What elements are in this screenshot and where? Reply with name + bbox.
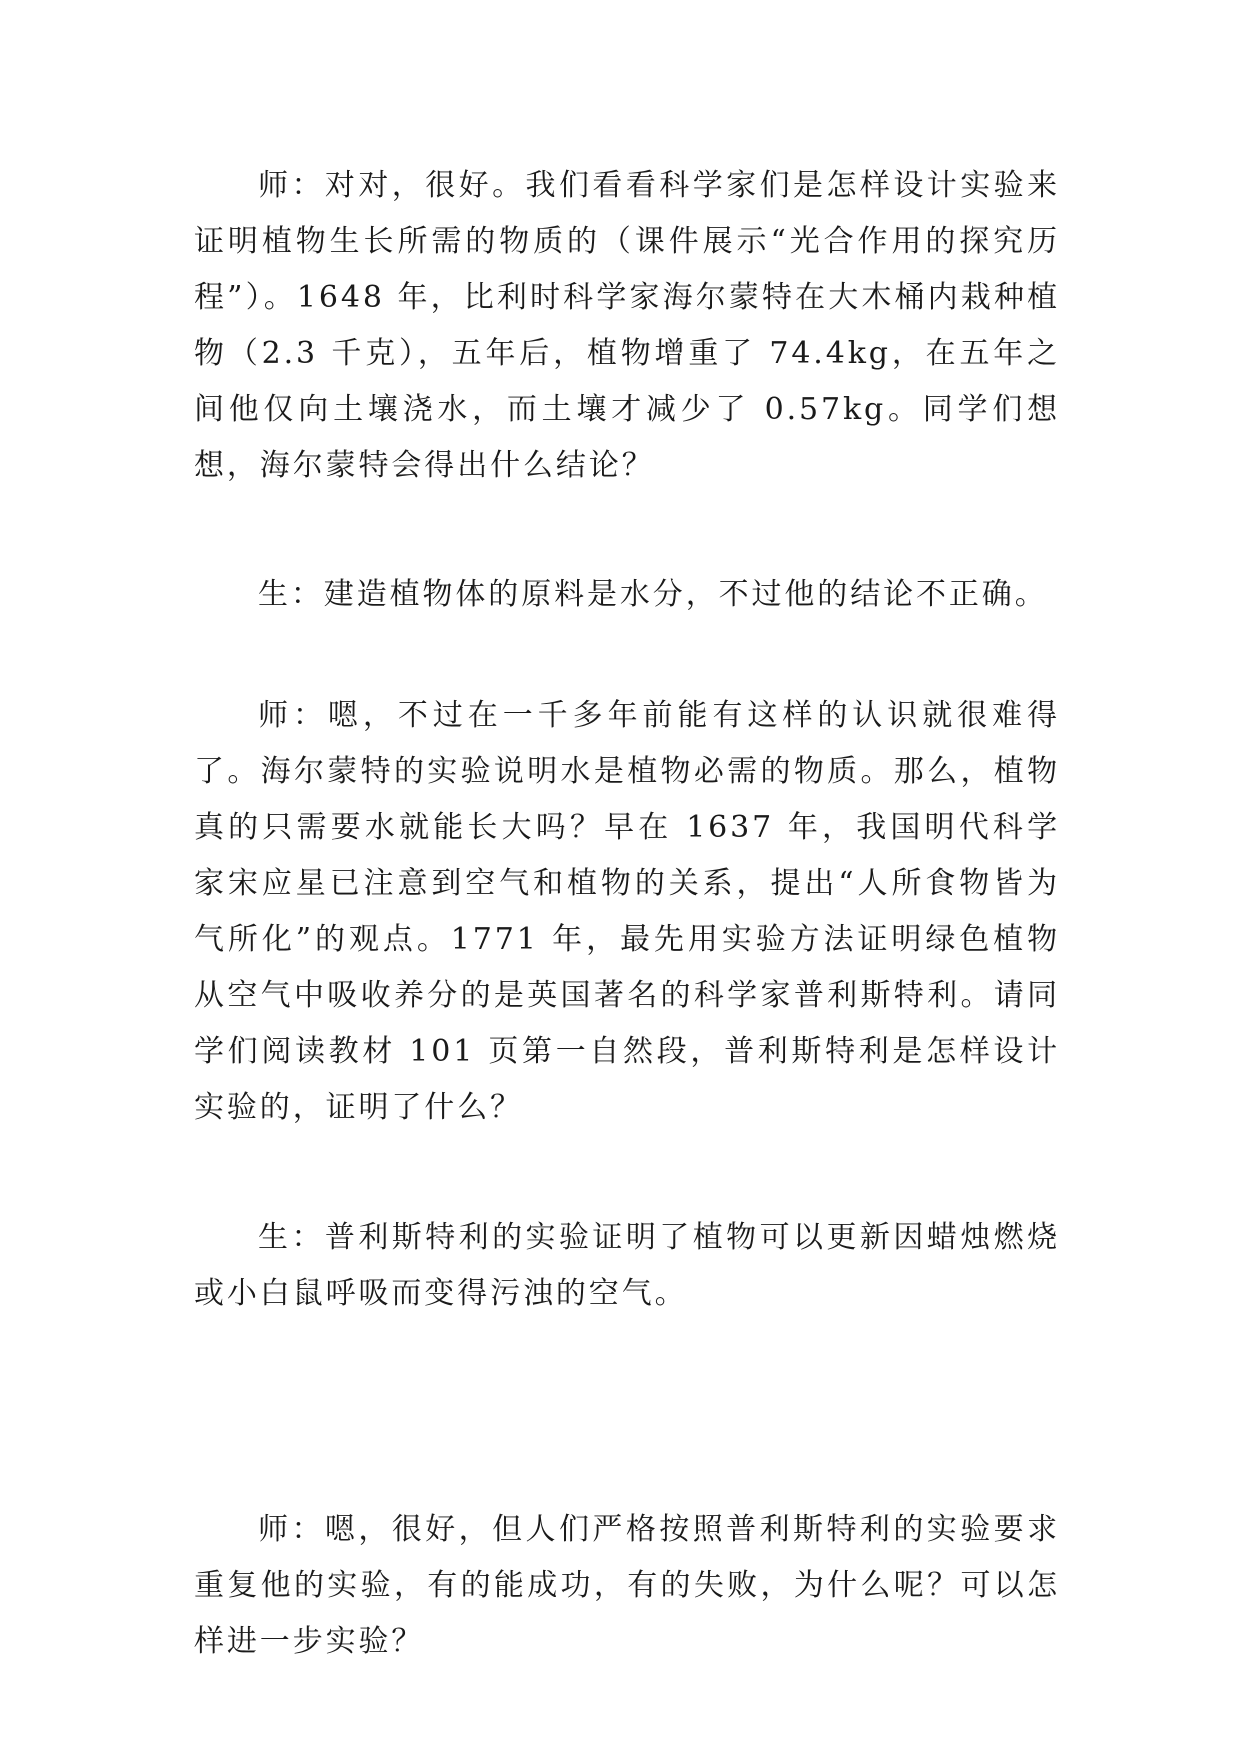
paragraph-teacher-2: 师：嗯，不过在一千多年前能有这样的认识就很难得了。海尔蒙特的实验说明水是植物必需的物质。那么，植物真的只需要水就能长大吗？早在 1637 年，我国明代科学家宋应星已注意到空气和植物的关系，提出“人所食物皆为气所化”的观点。1771 年，最先用实验方法证明绿色植物从空气中吸收养分的是英国著名的科学家普利斯特利。请同学们阅读教材 101 页第一自然段，普利斯特利是怎样设计实验的，证明了什么？	[194, 698, 1060, 1125]
paragraph-student-1: 生：建造植物体的原料是水分，不过他的结论不正确。	[258, 577, 1048, 612]
paragraph-student-2: 生：普利斯特利的实验证明了植物可以更新因蜡烛燃烧或小白鼠呼吸而变得污浊的空气。	[194, 1220, 1060, 1311]
paragraph-teacher-3: 师：嗯，很好，但人们严格按照普利斯特利的实验要求重复他的实验，有的能成功，有的失败，为什么呢？可以怎样进一步实验？	[194, 1512, 1060, 1659]
paragraph-teacher-1: 师：对对，很好。我们看看科学家们是怎样设计实验来证明植物生长所需的物质的（课件展示“光合作用的探究历程”）。1648 年，比利时科学家海尔蒙特在大木桶内栽种植物（2.3 千克），五年后，植物增重了 74.4kg，在五年之间他仅向土壤浇水，而土壤才减少了 0.57kg。同学们想想，海尔蒙特会得出什么结论？	[194, 168, 1060, 483]
